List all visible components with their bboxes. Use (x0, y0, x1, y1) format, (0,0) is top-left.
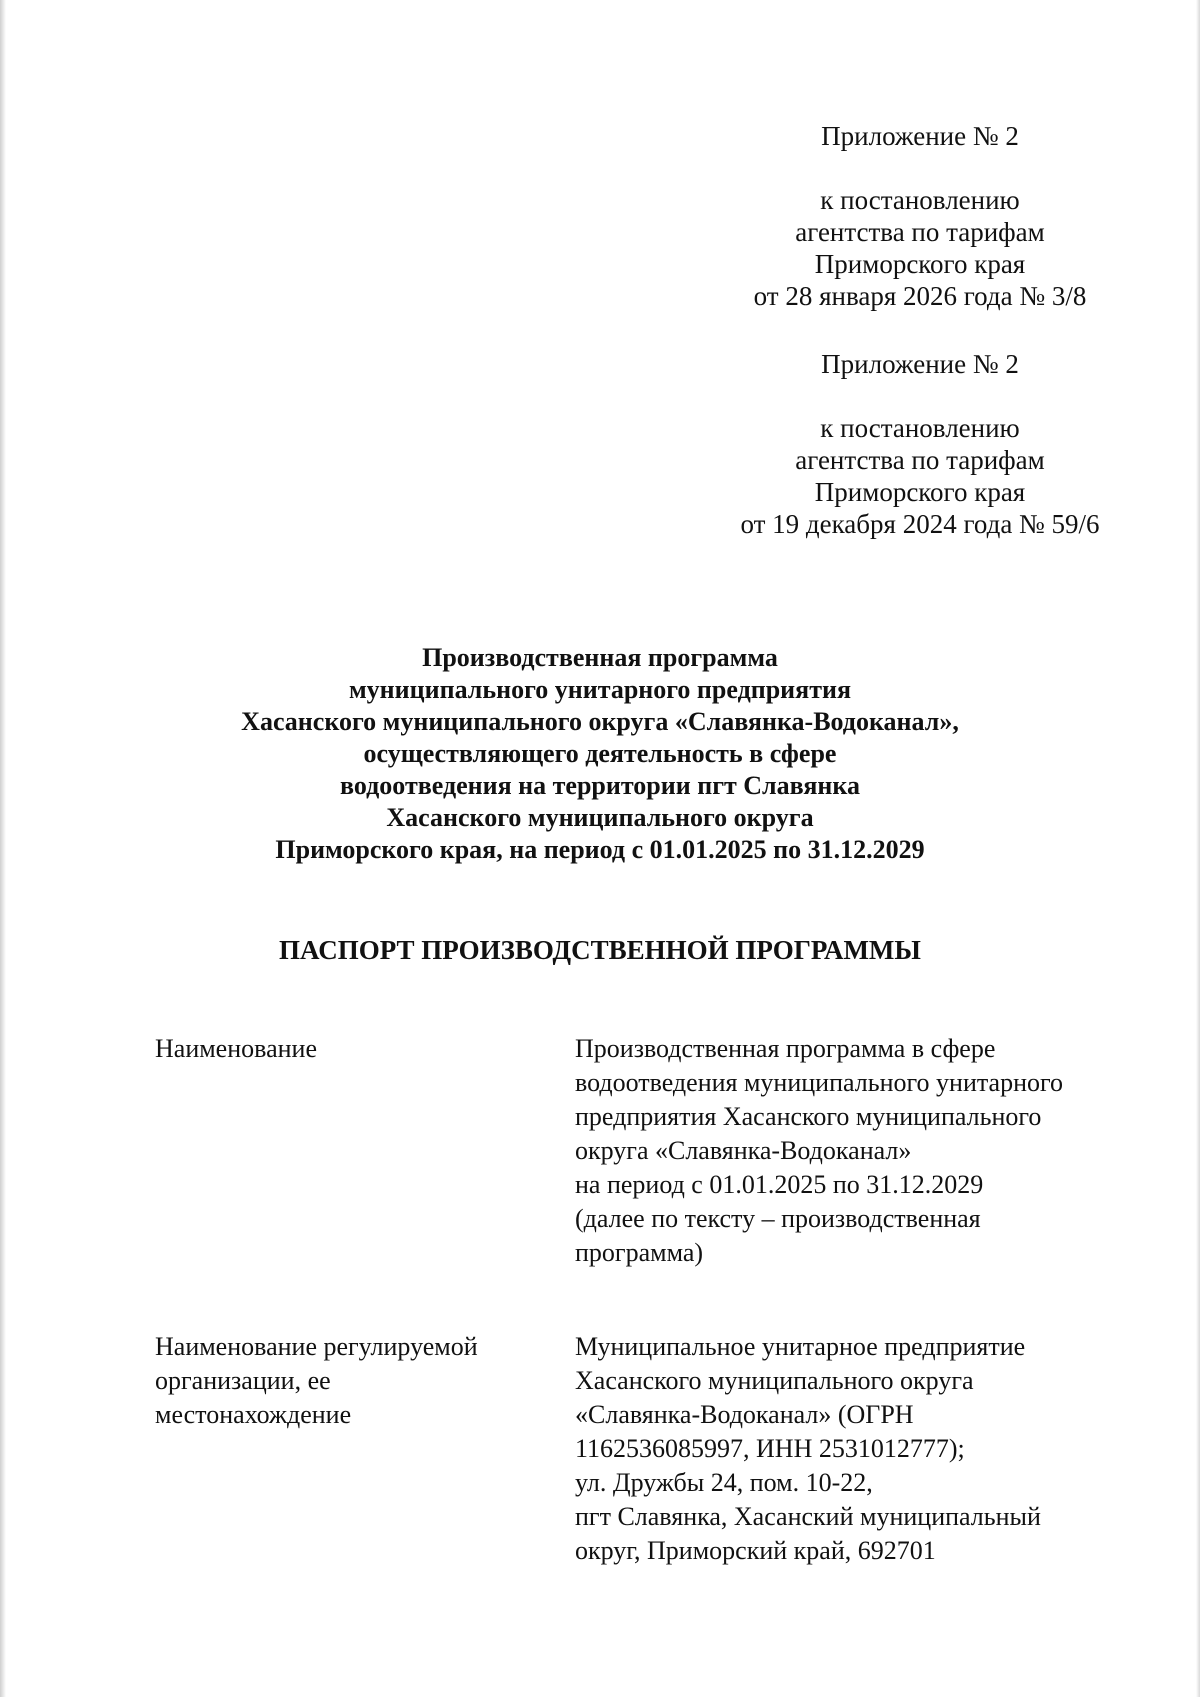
title-line: водоотведения на территории пгт Славянка (340, 771, 860, 800)
value-line: 1162536085997, ИНН 2531012777); (575, 1434, 965, 1463)
title-line: Хасанского муниципального округа (386, 803, 814, 832)
value-line: предприятия Хасанского муниципального (575, 1102, 1042, 1131)
passport-heading: ПАСПОРТ ПРОИЗВОДСТВЕННОЙ ПРОГРАММЫ (279, 935, 921, 965)
appendix-current (720, 120, 1120, 312)
appendix-previous-date: от 19 декабря 2024 года № 59/6 (740, 509, 1100, 539)
value-line: округ, Приморский край, 692701 (575, 1536, 936, 1565)
appendix-current-line: к постановлению (820, 185, 1020, 215)
value-line: Муниципальное унитарное предприятие (575, 1332, 1026, 1361)
appendix-current-line: Приморского края (814, 249, 1026, 279)
scan-right-edge (1196, 0, 1200, 1697)
label-line: организации, ее (155, 1366, 331, 1395)
label-line: местонахождение (155, 1400, 352, 1429)
title-line: муниципального унитарного предприятия (348, 675, 852, 704)
value-line: «Славянка-Водоканал» (ОГРН (575, 1400, 914, 1429)
document-title (150, 642, 1050, 866)
title-line: Хасанского муниципального округа «Славянка-Водоканал», (241, 707, 959, 736)
appendix-previous (720, 348, 1120, 540)
value-line: программа) (575, 1238, 704, 1267)
appendix-previous-line: Приморского края (814, 477, 1026, 507)
value-line: округа «Славянка-Водоканал» (575, 1136, 912, 1165)
value-line: (далее по тексту – производственная (575, 1204, 981, 1233)
title-line: Производственная программа (422, 643, 778, 672)
passport-row-label (155, 1032, 555, 1066)
passport-row-value (575, 1032, 1115, 1270)
value-line: ул. Дружбы 24, пом. 10-22, (575, 1468, 873, 1497)
appendix-previous-line: агентства по тарифам (795, 445, 1045, 475)
value-line: Производственная программа в сфере (575, 1034, 996, 1063)
appendix-previous-line: к постановлению (820, 413, 1020, 443)
label-line: Наименование регулируемой (155, 1332, 478, 1361)
value-line: водоотведения муниципального унитарного (575, 1068, 1064, 1097)
appendix-current-line: агентства по тарифам (795, 217, 1045, 247)
value-line: на период с 01.01.2025 по 31.12.2029 (575, 1170, 984, 1199)
title-line: Приморского края, на период с 01.01.2025 по 31.12.2029 (275, 835, 925, 864)
value-line: пгт Славянка, Хасанский муниципальный (575, 1502, 1041, 1531)
appendix-previous-heading: Приложение № 2 (821, 349, 1019, 379)
value-line: Хасанского муниципального округа (575, 1366, 974, 1395)
label-line: Наименование (155, 1034, 317, 1063)
scan-left-edge (0, 0, 6, 1697)
appendix-current-date: от 28 января 2026 года № 3/8 (753, 281, 1087, 311)
passport-row-value (575, 1330, 1115, 1568)
appendix-current-heading: Приложение № 2 (821, 121, 1019, 151)
passport-row-label (155, 1330, 555, 1432)
title-line: осуществляющего деятельность в сфере (363, 739, 837, 768)
